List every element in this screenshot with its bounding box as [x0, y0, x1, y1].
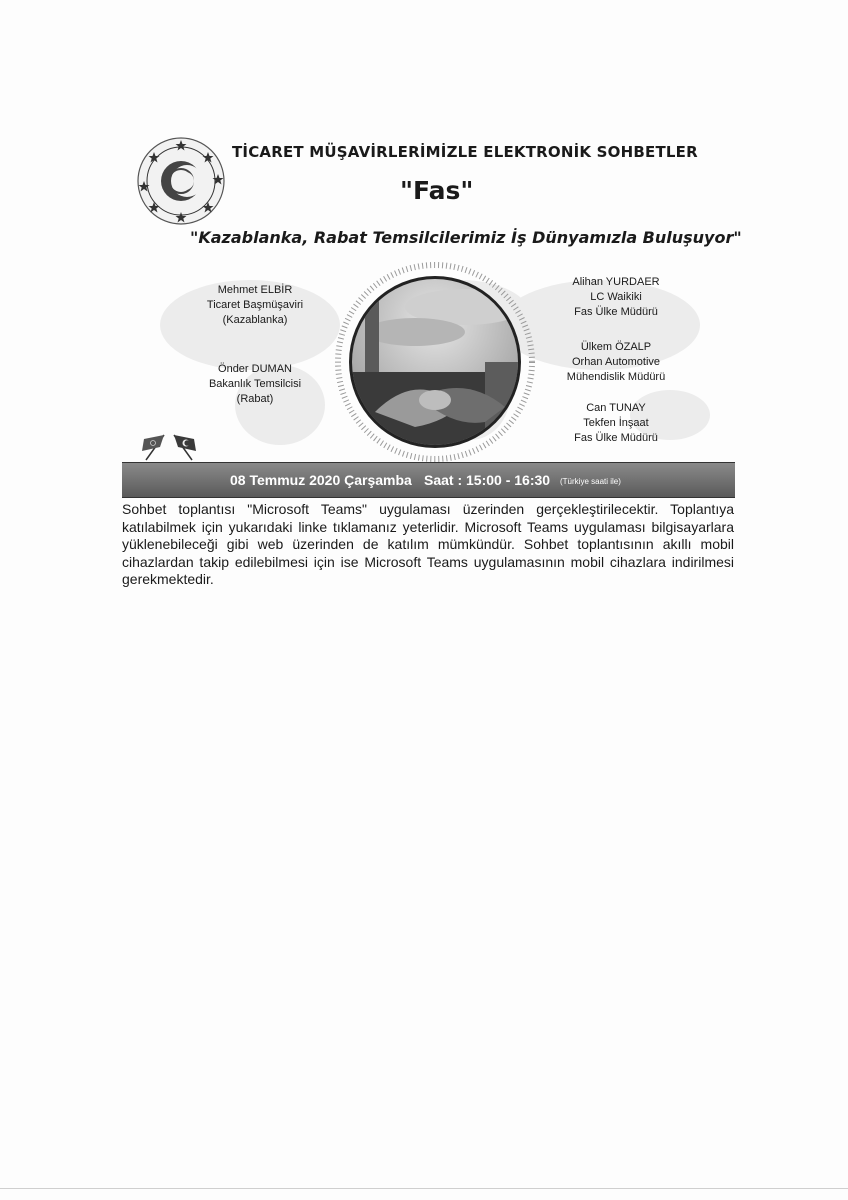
body-paragraph: Sohbet toplantısı "Microsoft Teams" uygulaması üzerinden gerçekleştirilecektir. Toplantıya katılabilmek için yukarıdaki linke tıklamanız yeterlidir. Microsoft Teams uygulaması bilgisayarlara yüklenebileceği gibi web üzerinden de katılım mümkündür. Sohbet toplantısının akıllı mobil cihazlardan takip edilebilmesi için ise Microsoft Teams uygulamasının mobil cihazlara indirilmesi gerekmektedir. [122, 501, 734, 587]
speaker-left-2 [200, 362, 310, 407]
page-bottom-edge [0, 1188, 848, 1189]
speaker-company: Tekfen İnşaat [583, 417, 649, 429]
handshake-photo [335, 262, 535, 462]
event-subtitle: "Kazablanka, Rabat Temsilcilerimiz İş Dünyamızla Buluşuyor" [190, 228, 742, 247]
speaker-title: Fas Ülke Müdürü [574, 306, 658, 318]
speaker-company: LC Waikiki [590, 291, 642, 303]
speaker-right-2 [556, 340, 676, 385]
page-title: TİCARET MÜŞAVİRLERİMİZLE ELEKTRONİK SOHBETLER [232, 143, 698, 161]
speaker-name: Can TUNAY [586, 402, 646, 414]
speaker-name: Önder DUMAN [218, 363, 292, 375]
ministry-seal-icon [136, 136, 226, 226]
speaker-name: Ülkem ÖZALP [580, 341, 652, 353]
speaker-title: Fas Ülke Müdürü [574, 432, 658, 444]
speaker-title: Ticaret Başmüşaviri [206, 299, 304, 311]
speaker-right-1 [556, 275, 676, 320]
speaker-name: Alihan YURDAER [572, 276, 660, 288]
event-timezone: (Türkiye saati ile) [560, 477, 621, 486]
speaker-title: Bakanlık Temsilcisi [208, 378, 302, 390]
speaker-company: Orhan Automotive [571, 356, 661, 368]
speaker-name: Mehmet ELBİR [217, 284, 293, 296]
speaker-left-1 [200, 283, 310, 328]
speaker-location: (Rabat) [236, 393, 274, 405]
event-country: "Fas" [400, 176, 474, 205]
event-date: 08 Temmuz 2020 Çarşamba [230, 472, 412, 488]
speaker-right-3 [556, 401, 676, 446]
event-time: Saat : 15:00 - 16:30 [424, 472, 551, 488]
speaker-location: (Kazablanka) [222, 314, 288, 326]
event-date-bar [122, 462, 735, 498]
speaker-title: Mühendislik Müdürü [566, 371, 666, 383]
crossed-flags-icon [138, 433, 200, 461]
